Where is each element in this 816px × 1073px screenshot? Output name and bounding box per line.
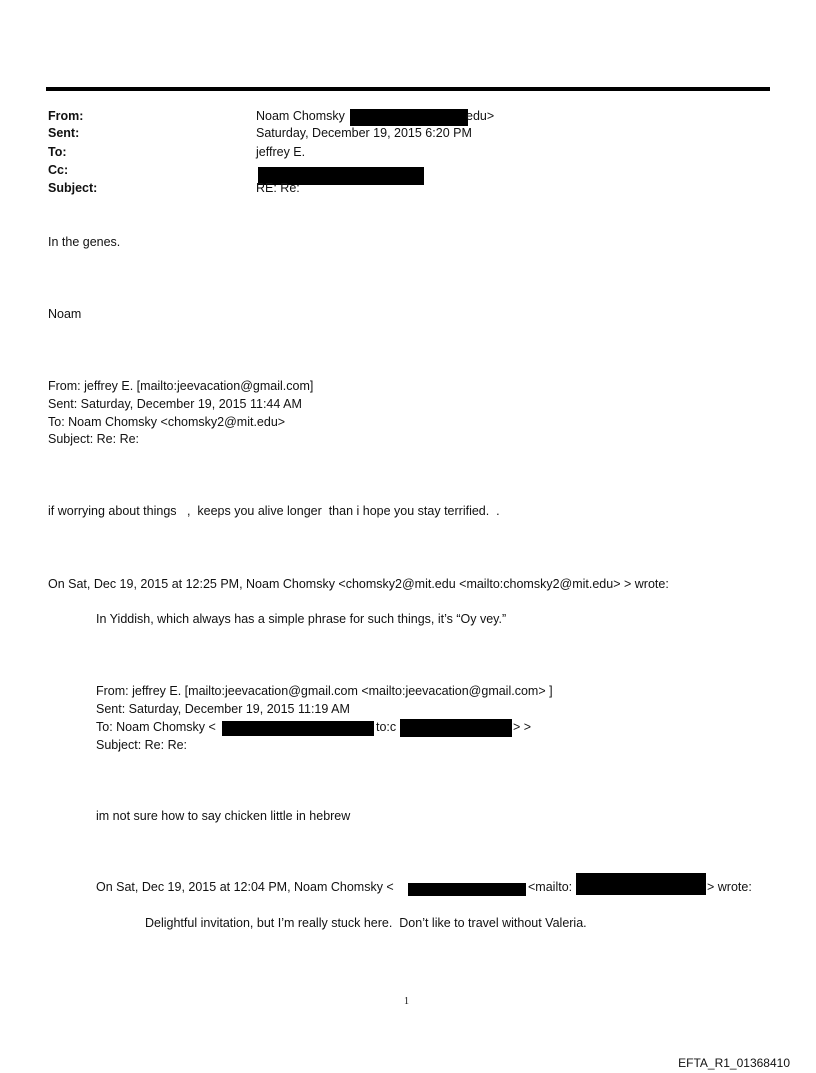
redaction-from-email [350,109,468,126]
to-label: To: [48,145,67,159]
quote2-sent: Sent: Saturday, December 19, 2015 11:19 AM [96,702,350,716]
quote1-to: To: Noam Chomsky <chomsky2@mit.edu> [48,415,286,429]
to-value: jeffrey E. [256,145,306,159]
quote2-to-start: To: Noam Chomsky < [96,720,216,734]
quote2-from: From: jeffrey E. [mailto:jeevacation@gmail.com <mailto:jeevacation@gmail.com> ] [96,684,553,698]
redaction-to-1 [222,721,374,736]
quote1-message: if worrying about things , keeps you alive longer than i hope you stay terrified. . [48,504,500,518]
quote2-subject: Subject: Re: Re: [96,738,188,752]
signature: Noam [48,307,82,321]
quote3-intro-start: On Sat, Dec 19, 2015 at 12:04 PM, Noam Chomsky < [96,880,394,894]
from-tail: edu> [466,109,495,123]
quote3-intro-end: > wrote: [707,880,752,894]
cc-label: Cc: [48,163,69,177]
from-label: From: [48,109,84,123]
sent-label: Sent: [48,126,80,140]
page-number: 1 [404,996,409,1007]
sent-value: Saturday, December 19, 2015 6:20 PM [256,126,472,140]
quote2-intro: On Sat, Dec 19, 2015 at 12:25 PM, Noam Chomsky <chomsky2@mit.edu <mailto:chomsky2@mit.edu> > wrote: [48,577,669,591]
subject-label: Subject: [48,181,98,195]
header-rule [46,87,770,91]
redaction-to-2 [400,719,512,737]
quote2-to-mid: to:c [376,720,397,734]
redaction-intro-mailto [576,873,706,895]
quote2-to-end: > > [513,720,532,734]
quote3-intro-mid: <mailto: [528,880,573,894]
quote3-message: im not sure how to say chicken little in hebrew [96,809,351,823]
document-id: EFTA_R1_01368410 [678,1056,790,1070]
quote1-from: From: jeffrey E. [mailto:jeevacation@gmail.com] [48,379,314,393]
quote2-message: In Yiddish, which always has a simple phrase for such things, it’s “Oy vey.” [96,612,507,626]
quote1-subject: Subject: Re: Re: [48,432,140,446]
quote1-sent: Sent: Saturday, December 19, 2015 11:44 AM [48,397,302,411]
subject-value: RE: Re: [256,181,300,195]
reply-text: In the genes. [48,235,121,249]
redaction-intro-email [408,883,526,896]
quote3-reply: Delightful invitation, but I’m really stuck here. Don’t like to travel without Valeria. [145,916,587,930]
from-value: Noam Chomsky [256,109,345,123]
